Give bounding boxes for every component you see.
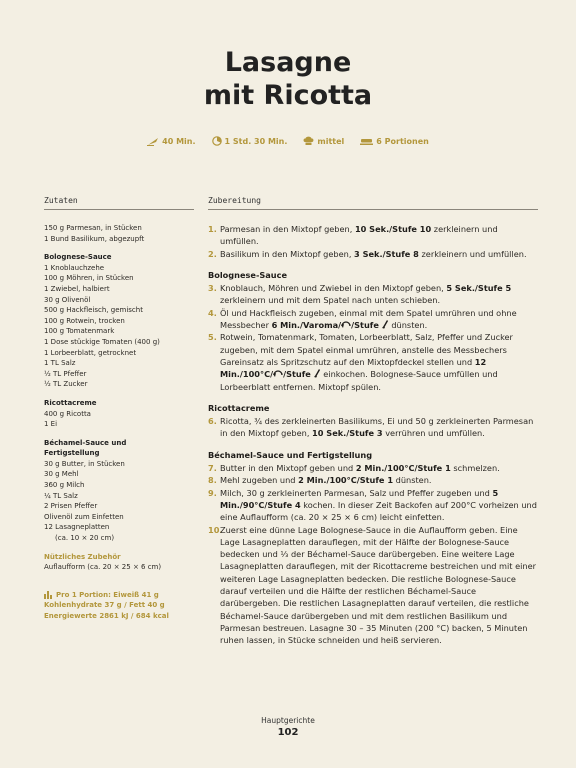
ingredient-item: 1 Dose stückige Tomaten (400 g) [44,337,160,346]
step-item [208,331,538,392]
step-item [208,248,538,260]
preparation-heading: Zubereitung [208,196,538,210]
page-number: 102 [277,727,299,738]
ingredient-item: ½ TL Zucker [44,380,88,389]
step-text: Zuerst eine dünne Lage Bolognese-Sauce in die Auflaufform geben. Eine Lage Lasagneplatten darauflegen, mit der Hälfte der Bolognese-Sauce bedecken und ⅓ der Béchamel-Sauce darübergeben. Eine weitere Lage Lasagneplatten darauflegen, mit der Ricottacreme bestreichen und mit einer weiteren Lage Lasagneplatten bedecken. Die restliche Bolognese-Sauce darauf verteilen und die Hälfte der restlichen Béchamel-Sauce darübergeben. Die restlichen Lasagneplatten darauf verteilen, die restliche Béchamel-Sauce darübergeben und mit dem restlichen Basilikum und Parmesan bestreuen. Lasagne 30 – 35 Minuten (200 °C) backen, 5 Minuten ruhen lassen, in Stücke schneiden und heiß servieren. [220,524,537,646]
step-number: 9. [208,487,217,498]
ingredient-group-title: Ricottacreme [44,398,97,407]
step-item [208,282,538,307]
ingredients-column [44,196,194,622]
step-text: Milch, 30 g zerkleinerten Parmesan, Salz und Pfeffer zugeben und 5 Min./90°C/Stufe 4 kochen. In dieser Zeit Backofen auf 200°C vorheizen und eine Auflaufform (ca. 20 × 25 × 6 cm) leicht einfetten. [220,487,537,523]
step-item [208,487,538,524]
portions [360,136,429,146]
recipe-meta [0,136,576,146]
prep-time-value: 40 Min. [162,136,196,146]
nutrition-line-3: Energiewerte 2861 kJ / 684 kcal [44,612,169,620]
step-text: Parmesan in den Mixtopf geben, 10 Sek./Stufe 10 zerkleinern und umfüllen. [220,224,498,247]
ingredients-ricotta [44,398,194,430]
step-text: Rotwein, Tomatenmark, Tomaten, Lorbeerblatt, Salz, Pfeffer und Zucker zugeben, mit dem Spatel einmal umrühren, anstelle des Messbechers Gareinsatz als Spritzschutz auf den Mixtopfdeckel stellen und 12 Min./100°C/ /Stufe einkochen. Bolognese-Sauce umfüllen und Lorbeerblatt entfernen. Mixtopf spülen. [220,332,513,392]
spoon-icon [382,320,389,329]
step-text: Mehl zugeben und 2 Min./100°C/Stufe 1 dünsten. [220,475,432,486]
step-item [208,307,538,332]
ingredient-item: 30 g Olivenöl [44,295,91,304]
nutrition-line [44,590,194,601]
ingredients-bolognese [44,252,194,390]
ingredient-item: (ca. 10 × 20 cm) [55,534,115,543]
ingredients-heading: Zutaten [44,196,194,210]
ingredient-item: 1 Lorbeerblatt, getrocknet [44,348,137,357]
step-number: 8. [208,475,217,486]
ingredient-item: 1 Zwiebel, halbiert [44,284,110,293]
dish-icon [360,137,373,146]
bar-chart-icon [44,591,53,599]
step-item [208,415,538,440]
ingredients-base [44,223,194,244]
reverse-icon [341,321,351,329]
prep-time [147,136,195,146]
step-number: 5. [208,332,217,343]
reverse-icon [273,370,283,378]
accessory-title: Nützliches Zubehör [44,552,121,561]
steps-ricotta [208,415,538,440]
step-number: 10. [208,524,223,535]
clock-icon [212,136,222,146]
step-text: Öl und Hackfleisch zugeben, einmal mit dem Spatel umrühren und ohne Messbecher 6 Min./Varoma/ /Stufe dünsten. [220,307,517,331]
ingredient-item: ½ TL Pfeffer [44,369,87,378]
knife-icon [147,137,159,146]
nutrition-info [44,590,194,622]
step-text: Knoblauch, Möhren und Zwiebel in den Mixtopf geben, 5 Sek./Stufe 5 zerkleinern und mit dem Spatel nach unten schieben. [220,283,512,306]
step-item [208,524,538,647]
ingredient-item: 100 g Möhren, in Stücken [44,274,134,283]
step-number: 1. [208,224,217,234]
chef-hat-icon [303,136,314,146]
nutrition-line-1: Pro 1 Portion: Eiweiß 41 g [56,590,159,599]
step-item [208,462,538,474]
step-item [208,223,538,248]
spoon-icon [314,369,321,378]
ingredient-item: 1 TL Salz [44,359,76,368]
page-footer [0,716,576,739]
difficulty [303,136,344,146]
step-number: 2. [208,248,217,259]
ingredient-item: 100 g Rotwein, trocken [44,316,125,325]
ingredient-group-title: Béchamel-Sauce und [44,438,127,447]
accessory [44,552,194,573]
difficulty-value: mittel [317,136,345,146]
step-number: 7. [208,463,217,474]
ingredient-item: ¼ TL Salz [44,491,78,500]
ingredients-bechamel [44,438,194,544]
total-time [212,136,288,146]
footer-category: Hauptgerichte [261,716,315,725]
ingredient-item: 1 Knoblauchzehe [44,263,105,272]
steps-intro [208,223,538,260]
ingredient-item: 12 Lasagneplatten [44,523,110,532]
ingredient-item: 400 g Ricotta [44,409,91,418]
step-item [208,474,538,486]
accessory-item: Auflaufform (ca. 20 × 25 × 6 cm) [44,563,162,572]
ingredient-item: 500 g Hackfleisch, gemischt [44,306,143,315]
portions-value: 6 Portionen [376,136,429,146]
ingredient-item: 1 Ei [44,420,58,429]
ingredient-group-title: Fertigstellung [44,449,100,458]
nutrition-line-2: Kohlenhydrate 37 g / Fett 40 g [44,601,165,610]
recipe-title-line1: Lasagne [224,47,352,78]
step-text: Ricotta, ¾ des zerkleinerten Basilikums, Ei und 50 g zerkleinerten Parmesan in den Mixtopf geben, 10 Sek./Stufe 3 verrühren und umfüllen. [220,416,534,439]
ingredient-item: 1 Bund Basilikum, abgezupft [44,234,145,243]
ingredient-item: 30 g Butter, in Stücken [44,459,125,468]
step-number: 3. [208,283,217,294]
step-number: 4. [208,307,217,318]
ingredient-item: 150 g Parmesan, in Stücken [44,224,142,232]
preparation-column [208,196,538,647]
section-title-ricotta: Ricottacreme [208,402,270,413]
ingredient-item: 360 g Milch [44,481,85,490]
total-time-value: 1 Std. 30 Min. [224,136,288,146]
section-title-bolognese: Bolognese-Sauce [208,269,288,280]
ingredient-item: 30 g Mehl [44,470,79,479]
step-text: Basilikum in den Mixtopf geben, 3 Sek./Stufe 8 zerkleinern und umfüllen. [220,248,527,259]
steps-bechamel [208,462,538,646]
ingredient-item: Olivenöl zum Einfetten [44,512,124,521]
recipe-title-line2: mit Ricotta [203,80,373,111]
recipe-title [0,46,576,112]
steps-bolognese [208,282,538,393]
ingredient-item: 100 g Tomatenmark [44,327,115,336]
ingredient-item: 2 Prisen Pfeffer [44,502,98,511]
section-title-bechamel: Béchamel-Sauce und Fertigstellung [208,449,373,460]
step-number: 6. [208,416,217,427]
step-text: Butter in den Mixtopf geben und 2 Min./100°C/Stufe 1 schmelzen. [220,463,500,474]
ingredient-group-title: Bolognese-Sauce [44,253,112,262]
